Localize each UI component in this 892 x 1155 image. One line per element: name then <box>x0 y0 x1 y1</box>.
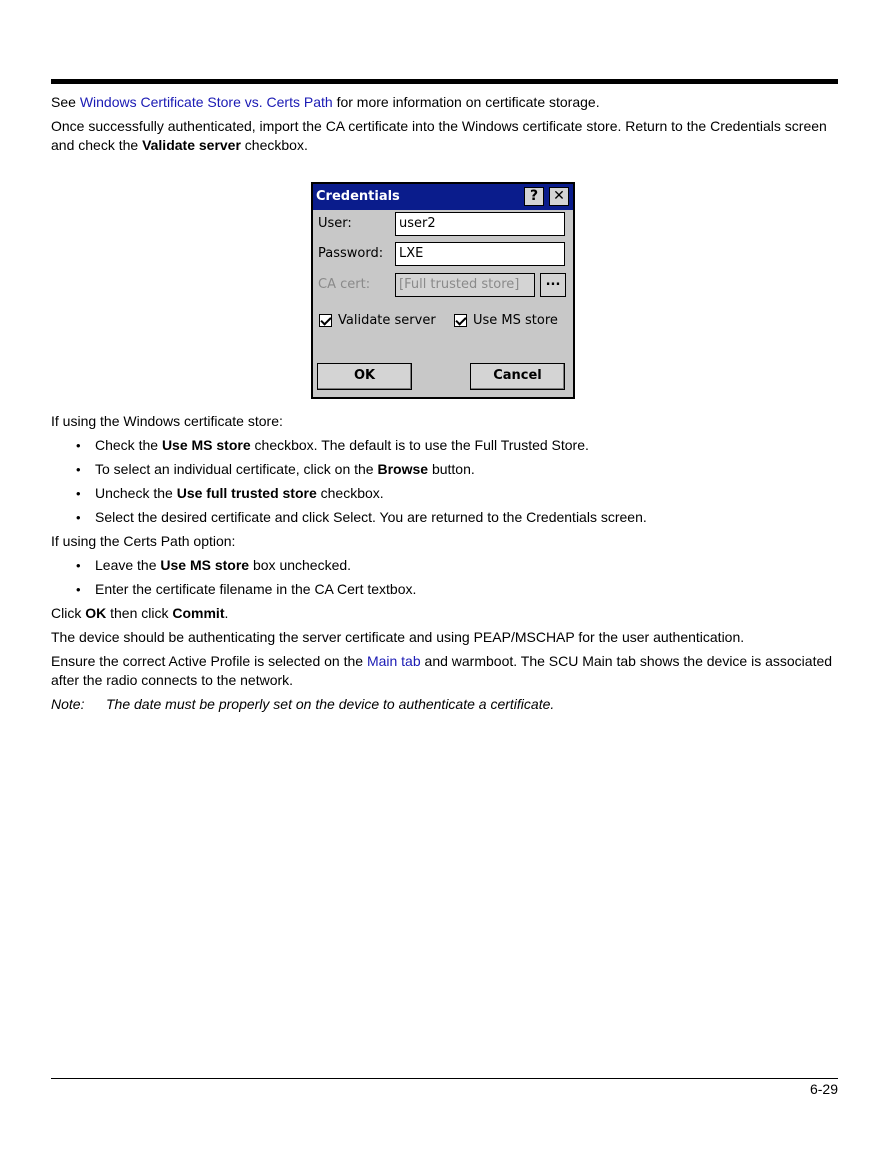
bold-text: Use MS store <box>161 437 251 453</box>
text: Ensure the correct Active Profile is selected on the <box>51 653 367 669</box>
bold-text: Validate server <box>142 137 241 153</box>
text: button. <box>428 461 475 477</box>
cancel-button[interactable]: Cancel <box>470 363 565 390</box>
text: See <box>51 94 80 110</box>
bottom-rule <box>51 1078 838 1079</box>
note <box>51 695 841 714</box>
checkbox-checked-icon <box>454 314 467 327</box>
note-text: The date must be properly set on the device to authenticate a certificate. <box>106 696 555 712</box>
document-body <box>51 93 841 714</box>
text: Once successfully authenticated, import the CA certificate into the Windows certificate store. Return to the Credentials screen and check the <box>51 118 827 153</box>
validate-server-checkbox[interactable] <box>319 313 436 328</box>
text: . <box>224 605 229 621</box>
note-label: Note: <box>51 696 85 712</box>
dialog-title: Credentials <box>316 189 400 204</box>
use-ms-store-label: Use MS store <box>473 313 558 328</box>
use-ms-store-checkbox[interactable] <box>454 313 558 328</box>
user-field[interactable]: user2 <box>395 212 565 236</box>
paragraph-ensure <box>51 652 841 690</box>
list-item <box>51 508 841 527</box>
link-cert-store[interactable]: Windows Certificate Store vs. Certs Path <box>79 94 333 110</box>
text: Check the <box>95 437 162 453</box>
text: To select an individual certificate, click on the <box>95 461 378 477</box>
password-label: Password: <box>318 246 384 261</box>
list-item <box>51 436 841 455</box>
certs-intro: If using the Certs Path option: <box>51 533 236 549</box>
bold-text: Commit <box>172 605 225 621</box>
browse-button[interactable]: ... <box>540 273 566 297</box>
validate-server-label: Validate server <box>338 313 436 328</box>
password-field[interactable]: LXE <box>395 242 565 266</box>
help-button[interactable]: ? <box>524 187 544 206</box>
text: Enter the certificate filename in the CA Cert textbox. <box>95 581 417 597</box>
bold-text: Use MS store <box>160 557 250 573</box>
paragraph-click <box>51 604 841 623</box>
list-item <box>51 460 841 479</box>
credentials-dialog <box>311 182 575 399</box>
text: Leave the <box>95 557 161 573</box>
text: Click <box>51 605 86 621</box>
windows-bullet-list <box>51 436 841 527</box>
ca-cert-label: CA cert: <box>318 277 371 292</box>
windows-intro: If using the Windows certificate store: <box>51 413 283 429</box>
text: Select the desired certificate and click Select. You are returned to the Credentials screen. <box>95 509 647 525</box>
text: box unchecked. <box>249 557 352 573</box>
bold-text: Browse <box>377 461 429 477</box>
text: and warmboot. The SCU Main tab shows the device is associated after the radio connects to the network. <box>51 653 833 688</box>
bold-text: OK <box>85 605 107 621</box>
paragraph-import <box>51 117 841 155</box>
text: checkbox. The default is to use the Full Trusted Store. <box>250 437 589 453</box>
text: checkbox. <box>240 137 308 153</box>
figure <box>51 160 841 412</box>
page-number: 6-29 <box>809 1081 838 1097</box>
link-main-tab[interactable]: Main tab <box>366 653 421 669</box>
close-button[interactable]: ✕ <box>549 187 569 206</box>
text: then click <box>106 605 173 621</box>
checkbox-checked-icon <box>319 314 332 327</box>
text: Uncheck the <box>95 485 177 501</box>
ok-button[interactable]: OK <box>317 363 412 390</box>
dialog-titlebar <box>313 184 573 210</box>
bold-text: Use full trusted store <box>176 485 317 501</box>
user-label: User: <box>318 216 352 231</box>
ca-cert-field: [Full trusted store] <box>395 273 535 297</box>
list-item <box>51 556 841 575</box>
certs-bullet-list <box>51 556 841 599</box>
top-rule <box>51 79 838 84</box>
list-item <box>51 484 841 503</box>
paragraph-device: The device should be authenticating the server certificate and using PEAP/MSCHAP for the user authentication. <box>51 629 745 645</box>
text: checkbox. <box>316 485 384 501</box>
list-item <box>51 580 841 599</box>
text: for more information on certificate storage. <box>332 94 600 110</box>
paragraph-see <box>51 93 841 112</box>
